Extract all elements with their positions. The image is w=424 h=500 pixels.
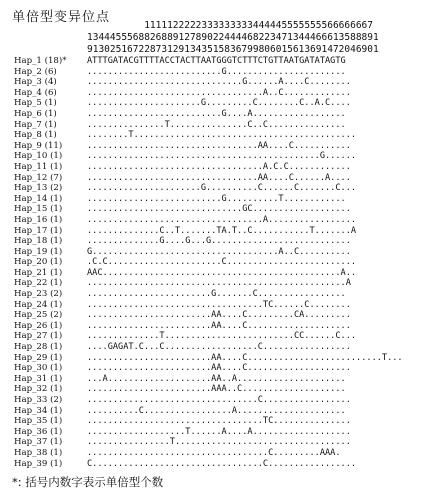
haplotype-sequence: ATTTGATACGTTTTACCTACTTAATGGGTCTTTCTGTTAATGATATAGTG <box>87 56 346 66</box>
table-row <box>14 363 424 374</box>
haplotype-name: Hap_18 (1) <box>14 236 63 247</box>
table-row <box>14 459 424 470</box>
table-row <box>14 226 424 237</box>
table-row <box>14 194 424 205</box>
haplotype-name: Hap_24 (1) <box>14 299 63 310</box>
haplotype-sequence: ....GAGAT.C...C..................C................. <box>87 342 351 353</box>
table-row <box>14 173 424 184</box>
haplotype-name: Hap_11 (1) <box>14 161 63 172</box>
haplotype-name: Hap_22 (1) <box>14 278 63 289</box>
haplotype-name: Hap_9 (11) <box>14 140 63 151</box>
haplotype-sequence: ..................................A.C.C............ <box>87 161 351 172</box>
haplotype-sequence: ..................................A................. <box>87 214 357 225</box>
haplotype-sequence: AAC..............................................A.. <box>87 267 357 278</box>
haplotype-name: Hap_12 (7) <box>14 172 63 183</box>
haplotype-name: Hap_7 (1) <box>14 119 57 130</box>
haplotype-name: Hap_20 (1) <box>14 257 63 268</box>
haplotype-sequence: ........................AA....C.........CA......... <box>87 310 351 321</box>
table-row <box>14 236 424 247</box>
haplotype-sequence: ........................AA....C..........................T... <box>87 352 403 363</box>
position-row-hundreds: 1111122222333333333444445555555566666667 <box>87 20 373 31</box>
table-row <box>14 384 424 395</box>
haplotype-sequence: C.................................C................. <box>87 458 357 469</box>
haplotype-name: Hap_3 (4) <box>14 77 57 88</box>
table-row <box>14 130 424 141</box>
haplotype-name: Hap_28 (1) <box>14 342 63 353</box>
haplotype-sequence: ......................G.........C........C..A.C.... <box>87 98 351 109</box>
table-row <box>14 448 424 459</box>
table-row <box>14 331 424 342</box>
table-row <box>14 88 424 99</box>
haplotype-name: Hap_31 (1) <box>14 373 63 384</box>
haplotype-name: Hap_16 (1) <box>14 214 63 225</box>
position-row-units: 913025167228731291343515836799806015613691472046901 <box>87 44 379 55</box>
haplotype-name: Hap_21 (1) <box>14 267 63 278</box>
haplotype-sequence: ..............................G......A....C........ <box>87 77 351 88</box>
haplotype-name: Hap_4 (6) <box>14 87 57 98</box>
table-row <box>14 151 424 162</box>
table-row <box>14 374 424 385</box>
table-row <box>14 300 424 311</box>
haplotype-name: Hap_19 (1) <box>14 246 63 257</box>
haplotype-name: Hap_37 (1) <box>14 437 63 448</box>
table-row <box>14 416 424 427</box>
haplotype-sequence: ..........................G....A.................. <box>87 108 346 119</box>
haplotype-name: Hap_32 (1) <box>14 384 63 395</box>
table-row <box>14 427 424 438</box>
haplotype-name: Hap_1 (18)* <box>14 56 67 66</box>
haplotype-sequence: ..................................TC......C........ <box>87 299 351 310</box>
haplotype-sequence: .................................AA....C........... <box>87 140 351 151</box>
haplotype-sequence: .............................................G...... <box>87 151 357 162</box>
haplotype-name: Hap_6 (1) <box>14 108 57 119</box>
haplotype-sequence: ...................T......A....A................... <box>87 426 351 437</box>
haplotype-sequence: ..................................................A <box>87 278 351 289</box>
table-row <box>14 109 424 120</box>
haplotype-name: Hap_35 (1) <box>14 416 63 427</box>
haplotype-name: Hap_39 (1) <box>14 458 63 469</box>
table-row <box>14 215 424 226</box>
table-row <box>14 141 424 152</box>
table-row <box>14 247 424 258</box>
haplotype-sequence: ...............T...............C..C............... <box>87 119 346 130</box>
haplotype-sequence: ........................AAA..C.................... <box>87 384 346 395</box>
haplotype-name: Hap_8 (1) <box>14 130 57 141</box>
haplotype-name: Hap_10 (1) <box>14 151 63 162</box>
table-row <box>14 353 424 364</box>
haplotype-name: Hap_23 (2) <box>14 289 63 300</box>
table-row <box>14 162 424 173</box>
haplotype-sequence: .C.C......................C......................... <box>87 257 357 268</box>
haplotype-sequence: ........................AA....C.................... <box>87 320 351 331</box>
table-row <box>14 56 424 67</box>
page-title: 单倍型变异位点 <box>12 10 111 25</box>
table-row <box>14 204 424 215</box>
haplotype-sequence: ..........................G....................... <box>87 66 346 77</box>
haplotype-name: Hap_26 (1) <box>14 320 63 331</box>
haplotype-name: Hap_13 (2) <box>14 183 63 194</box>
table-row <box>14 257 424 268</box>
haplotype-sequence: ..........................G..........T............ <box>87 193 346 204</box>
haplotype-table <box>14 56 424 469</box>
haplotype-name: Hap_17 (1) <box>14 225 63 236</box>
haplotype-sequence: ...A....................AA..A..................... <box>87 373 346 384</box>
table-row <box>14 120 424 131</box>
haplotype-sequence: ........................G.......C................. <box>87 289 346 300</box>
table-row <box>14 77 424 88</box>
haplotype-name: Hap_25 (2) <box>14 310 63 321</box>
haplotype-sequence: ..................................TC............... <box>87 416 351 427</box>
table-row <box>14 395 424 406</box>
haplotype-sequence: ..............C..T.......TA.T..C...........T.......A <box>87 225 357 236</box>
table-row <box>14 406 424 417</box>
haplotype-sequence: ..............T.........................CC......C... <box>87 331 357 342</box>
table-row <box>14 289 424 300</box>
position-row-tens: 134445556882688912789022444468223471344466613588891 <box>87 32 379 43</box>
haplotype-name: Hap_29 (1) <box>14 352 63 363</box>
haplotype-sequence: ........................AA....C.................... <box>87 363 351 374</box>
haplotype-sequence: ......................G..........C......C.......C... <box>87 183 357 194</box>
haplotype-name: Hap_15 (1) <box>14 204 63 215</box>
haplotype-sequence: ........T........................................... <box>87 130 357 141</box>
haplotype-name: Hap_5 (1) <box>14 98 57 109</box>
haplotype-name: Hap_27 (1) <box>14 331 63 342</box>
haplotype-sequence: ..............................GC................... <box>87 204 351 215</box>
haplotype-name: Hap_36 (1) <box>14 426 63 437</box>
table-row <box>14 310 424 321</box>
haplotype-name: Hap_30 (1) <box>14 363 63 374</box>
table-row <box>14 342 424 353</box>
footnote: *: 括号内数字表示单倍型个数 <box>12 475 164 489</box>
haplotype-name: Hap_2 (6) <box>14 66 57 77</box>
haplotype-sequence: ..............G....G...G........................... <box>87 236 351 247</box>
table-row <box>14 437 424 448</box>
haplotype-sequence: ..................................A..C............. <box>87 87 351 98</box>
haplotype-name: Hap_34 (1) <box>14 405 63 416</box>
table-row <box>14 67 424 78</box>
table-row <box>14 321 424 332</box>
haplotype-sequence: .................................C................. <box>87 395 351 405</box>
table-row <box>14 98 424 109</box>
table-row <box>14 183 424 194</box>
haplotype-sequence: ..........C.................A..................... <box>87 405 346 416</box>
haplotype-sequence: ...................................C.........AAA. <box>87 447 341 458</box>
table-row <box>14 268 424 279</box>
haplotype-sequence: ................T.................................. <box>87 437 351 448</box>
haplotype-name: Hap_14 (1) <box>14 193 63 204</box>
haplotype-name: Hap_33 (2) <box>14 395 63 405</box>
haplotype-sequence: G....................................A..C.......... <box>87 246 351 257</box>
haplotype-sequence: .................................AA....C......A.... <box>87 172 351 183</box>
table-row <box>14 278 424 289</box>
haplotype-name: Hap_38 (1) <box>14 447 63 458</box>
